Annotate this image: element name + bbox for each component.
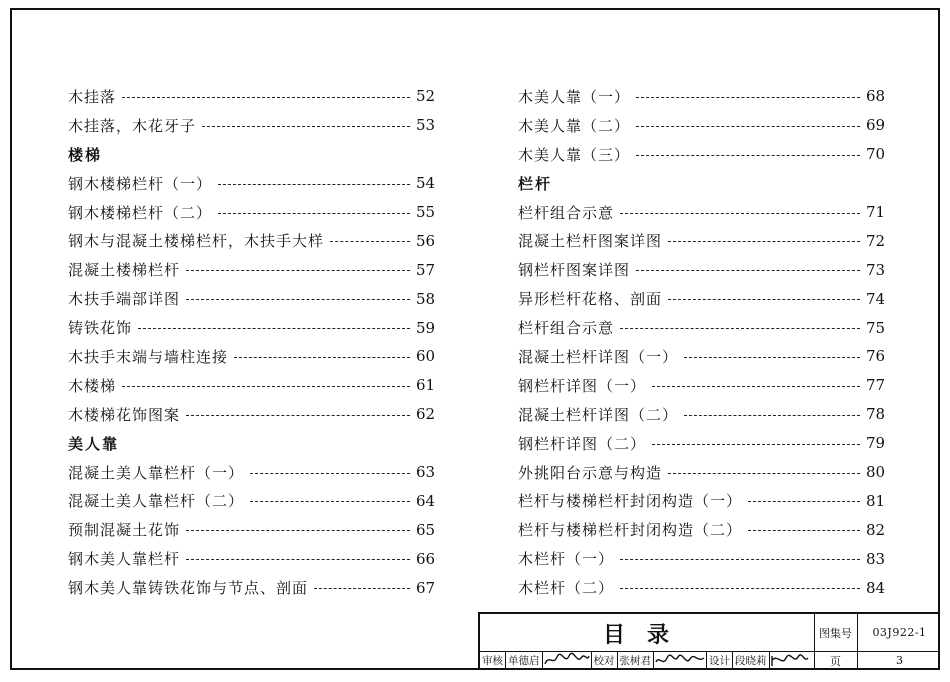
- section-title: 栏杆: [518, 174, 553, 193]
- toc-section-heading: [518, 169, 884, 198]
- toc-section-heading: [68, 140, 434, 169]
- leader-dashes: [138, 328, 410, 329]
- toc-entry: [68, 515, 434, 544]
- entry-title: 木扶手端部详图: [68, 290, 181, 309]
- toc-section-heading: [68, 429, 434, 458]
- entry-title: 栏杆与楼梯栏杆封闭构造（一）: [518, 492, 743, 511]
- entry-page-number: 73: [866, 260, 886, 279]
- toc-entry: [68, 486, 434, 515]
- atlas-number-label: 图集号: [819, 626, 852, 640]
- leader-dashes: [202, 126, 410, 127]
- leader-dashes: [652, 386, 860, 387]
- leader-dashes: [636, 126, 860, 127]
- entry-page-number: 68: [866, 87, 886, 106]
- entry-title: 木挂落，木花牙子: [68, 116, 197, 135]
- entry-page-number: 83: [866, 549, 886, 568]
- entry-title: 铸铁花饰: [68, 319, 133, 338]
- entry-page-number: 54: [416, 174, 436, 193]
- leader-dashes: [186, 270, 410, 271]
- reviewer-signature: [543, 652, 591, 669]
- entry-page-number: 56: [416, 231, 436, 250]
- entry-title: 钢栏杆详图（一）: [518, 376, 647, 395]
- toc-entry: [518, 429, 884, 458]
- designer-signature: [770, 652, 810, 669]
- toc-entry: [68, 313, 434, 342]
- toc-entry: [518, 515, 884, 544]
- entry-page-number: 72: [866, 231, 886, 250]
- entry-title: 混凝土美人靠栏杆（二）: [68, 492, 245, 511]
- leader-dashes: [186, 299, 410, 300]
- leader-dashes: [122, 97, 410, 98]
- title-block: [478, 612, 940, 670]
- leader-dashes: [250, 473, 410, 474]
- design-label: 设计: [709, 655, 730, 667]
- entry-page-number: 71: [866, 203, 886, 221]
- toc-entry: [518, 284, 884, 313]
- entry-page-number: 57: [416, 260, 436, 279]
- leader-dashes: [636, 270, 860, 271]
- toc-entry: [518, 573, 884, 602]
- leader-dashes: [620, 328, 860, 329]
- checker-name: 张树君: [619, 655, 651, 667]
- entry-page-number: 80: [866, 463, 886, 482]
- toc-entry: [518, 198, 884, 227]
- leader-dashes: [684, 357, 860, 358]
- toc-entry: [518, 371, 884, 400]
- leader-dashes: [668, 473, 860, 474]
- entry-title: 钢木美人靠铸铁花饰与节点、剖面: [68, 579, 309, 598]
- toc-entry: [68, 458, 434, 487]
- entry-title: 预制混凝土花饰: [68, 521, 181, 540]
- entry-page-number: 66: [416, 549, 436, 568]
- entry-title: 栏杆与楼梯栏杆封闭构造（二）: [518, 521, 743, 540]
- entry-page-number: 60: [416, 347, 436, 366]
- toc-left-column: [68, 82, 434, 602]
- entry-page-number: 59: [416, 318, 436, 337]
- toc-right-column: [518, 82, 884, 602]
- toc-entry: [68, 284, 434, 313]
- toc-entry: [68, 111, 434, 140]
- page-number-label: 页: [830, 654, 841, 668]
- entry-page-number: 61: [416, 376, 436, 395]
- section-title: 楼梯: [68, 145, 103, 164]
- entry-title: 木栏杆（二）: [518, 579, 615, 598]
- toc-entry: [518, 458, 884, 487]
- entry-page-number: 74: [866, 289, 886, 308]
- entry-page-number: 75: [866, 318, 886, 337]
- entry-title: 钢木楼梯栏杆（一）: [68, 174, 213, 193]
- entry-title: 混凝土美人靠栏杆（一）: [68, 463, 245, 482]
- entry-title: 异形栏杆花格、剖面: [518, 290, 663, 309]
- entry-title: 钢木与混凝土楼梯栏杆，木扶手大样: [68, 232, 325, 251]
- entry-page-number: 65: [416, 520, 436, 539]
- leader-dashes: [218, 213, 410, 214]
- toc-entry: [518, 342, 884, 371]
- entry-page-number: 79: [866, 434, 886, 453]
- toc-entry: [518, 111, 884, 140]
- toc-entry: [68, 400, 434, 429]
- page-number: 3: [896, 654, 903, 667]
- toc-entry: [518, 400, 884, 429]
- entry-page-number: 53: [416, 116, 436, 135]
- entry-title: 钢木楼梯栏杆（二）: [68, 203, 213, 222]
- toc-entry: [68, 226, 434, 255]
- atlas-number: 03J922-1: [872, 626, 927, 639]
- entry-title: 混凝土栏杆详图（一）: [518, 347, 679, 366]
- entry-page-number: 70: [866, 145, 886, 164]
- leader-dashes: [218, 184, 410, 185]
- toc-entry: [68, 198, 434, 227]
- leader-dashes: [620, 213, 860, 214]
- entry-title: 木美人靠（二）: [518, 116, 631, 135]
- toc-entry: [68, 371, 434, 400]
- leader-dashes: [636, 97, 860, 98]
- entry-title: 钢栏杆详图（二）: [518, 434, 647, 453]
- toc-entry: [518, 255, 884, 284]
- entry-title: 外挑阳台示意与构造: [518, 463, 663, 482]
- entry-page-number: 62: [416, 405, 436, 424]
- entry-page-number: 69: [866, 116, 886, 135]
- toc-entry: [68, 82, 434, 111]
- leader-dashes: [122, 386, 410, 387]
- entry-title: 木楼梯: [68, 376, 117, 395]
- entry-page-number: 67: [416, 578, 436, 597]
- entry-title: 栏杆组合示意: [518, 319, 615, 338]
- leader-dashes: [684, 415, 860, 416]
- entry-title: 混凝土栏杆图案详图: [518, 232, 663, 251]
- entry-page-number: 82: [866, 520, 886, 539]
- leader-dashes: [748, 501, 860, 502]
- entry-page-number: 63: [416, 463, 436, 482]
- toc-entry: [68, 544, 434, 573]
- leader-dashes: [186, 530, 410, 531]
- designer-name: 段晓莉: [735, 655, 767, 667]
- reviewer-name: 单德启: [508, 655, 540, 667]
- leader-dashes: [668, 241, 860, 242]
- entry-title: 木美人靠（一）: [518, 87, 631, 106]
- leader-dashes: [186, 559, 410, 560]
- toc-entry: [68, 342, 434, 371]
- leader-dashes: [330, 241, 410, 242]
- review-label: 审核: [482, 655, 503, 667]
- toc-entry: [518, 140, 884, 169]
- toc-entry: [518, 486, 884, 515]
- check-label: 校对: [593, 655, 615, 667]
- entry-title: 木扶手末端与墙柱连接: [68, 347, 229, 366]
- signature-row: [480, 651, 814, 670]
- toc-entry: [518, 82, 884, 111]
- toc-entry: [68, 255, 434, 284]
- leader-dashes: [748, 530, 860, 531]
- entry-title: 木栏杆（一）: [518, 550, 615, 569]
- entry-page-number: 84: [866, 578, 886, 597]
- entry-page-number: 78: [866, 405, 886, 424]
- entry-title: 混凝土栏杆详图（二）: [518, 405, 679, 424]
- leader-dashes: [314, 588, 410, 589]
- entry-title: 木挂落: [68, 87, 117, 106]
- toc-entry: [68, 573, 434, 602]
- toc-entry: [518, 544, 884, 573]
- entry-title: 木美人靠（三）: [518, 145, 631, 164]
- entry-page-number: 55: [416, 203, 436, 221]
- entry-page-number: 81: [866, 491, 886, 510]
- entry-title: 混凝土楼梯栏杆: [68, 261, 181, 280]
- leader-dashes: [652, 444, 860, 445]
- toc-entry: [518, 226, 884, 255]
- leader-dashes: [250, 501, 410, 502]
- leader-dashes: [620, 588, 860, 589]
- entry-page-number: 52: [416, 87, 436, 106]
- section-title: 美人靠: [68, 434, 120, 453]
- entry-page-number: 58: [416, 289, 436, 308]
- leader-dashes: [636, 155, 860, 156]
- entry-title: 钢栏杆图案详图: [518, 261, 631, 280]
- entry-page-number: 64: [416, 491, 436, 510]
- leader-dashes: [668, 299, 860, 300]
- entry-title: 钢木美人靠栏杆: [68, 550, 181, 569]
- leader-dashes: [186, 415, 410, 416]
- checker-signature: [654, 652, 706, 669]
- leader-dashes: [234, 357, 410, 358]
- toc-entry: [518, 313, 884, 342]
- entry-page-number: 77: [866, 376, 886, 395]
- toc-entry: [68, 169, 434, 198]
- entry-page-number: 76: [866, 347, 886, 366]
- entry-title: 木楼梯花饰图案: [68, 405, 181, 424]
- leader-dashes: [620, 559, 860, 560]
- sheet-title: 目录: [602, 621, 691, 648]
- entry-title: 栏杆组合示意: [518, 203, 615, 222]
